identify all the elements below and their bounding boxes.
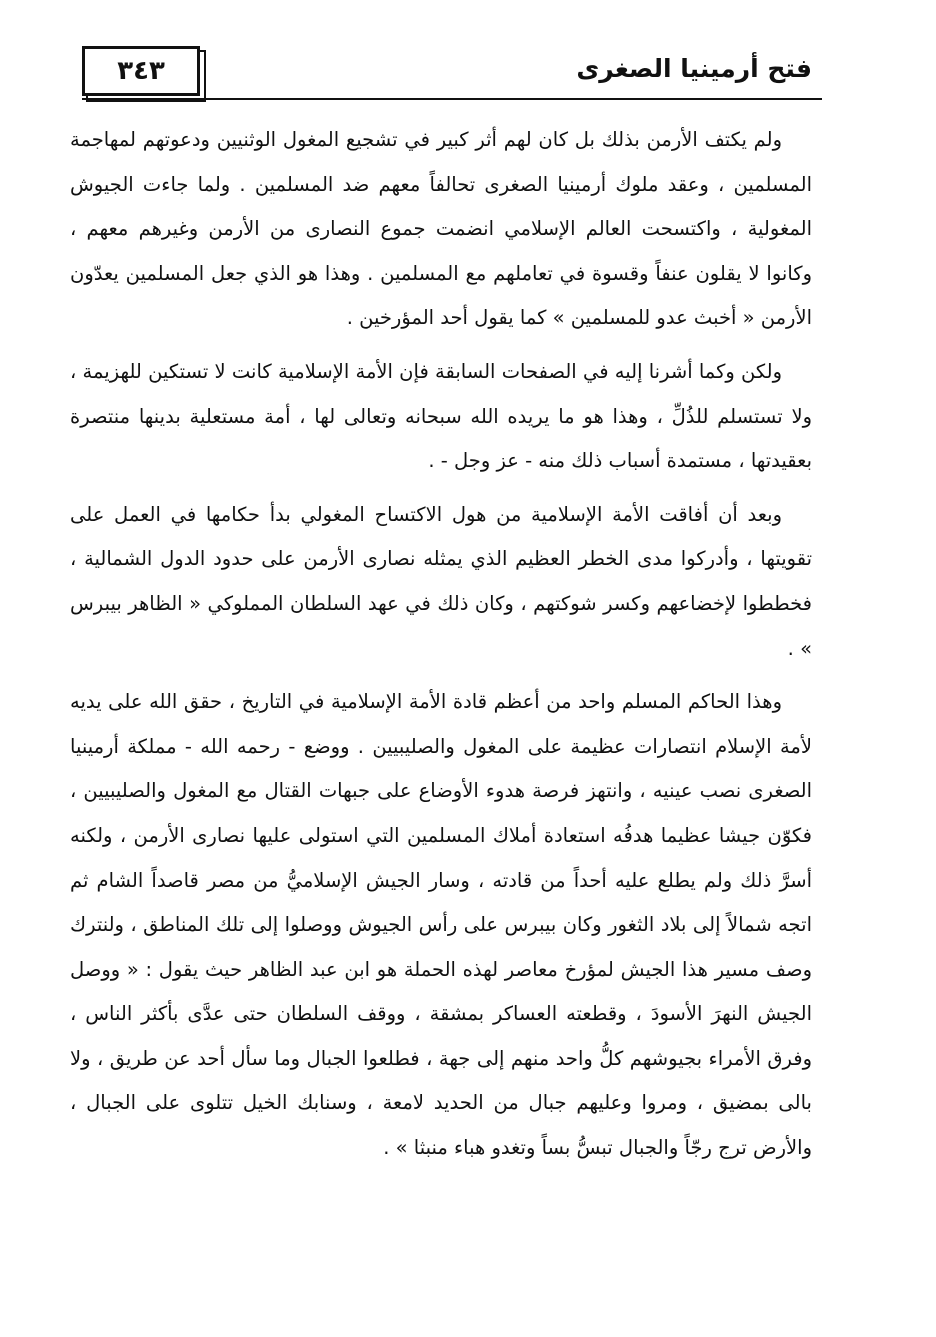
paragraph-4: وهذا الحاكم المسلم واحد من أعظم قادة الأمة الإسلامية في التاريخ ، حقق الله على يديه لأمة الإسلام انتصارات عظيمة على المغول والصليبيين . ووضع - رحمه الله - مملكة أرمينيا الصغرى نصب عينيه ، وانتهز فرصة هدوء الأوضاع على جبهات القتال مع المغول والصليبيين ، فكوّن جيشا عظيما هدفُه استعادة أملاك المسلمين التي استولى عليها نصارى الأرمن ، ولكنه أسرَّ ذلك ولم يطلع عليه أحداً من قادته ، وسار الجيش الإسلاميُّ من مصر قاصداً الشام ثم اتجه شمالاً إلى بلاد الثغور وكان بيبرس على رأس الجيوش ووصلوا إلى تلك المناطق ، ولنترك وصف مسير هذا الجيش لمؤرخ معاصر لهذه الحملة هو ابن عبد الظاهر حيث يقول : « ووصل الجيش النهرَ الأسودَ ، وقطعته العساكر بمشقة ، ووقف السلطان حتى عدَّى بأكثر الناس ، وفرق الأمراء بجيوشهم كلُّ واحد منهم إلى جهة ، فطلعوا الجبال وما سأل أحد عن طريق ، ولا بالى بمضيق ، ومروا وعليهم جبال من الحديد لامعة ، وسنابك الخيل تتلوى على الجبال ، والأرض ترج رجّاً والجبال تبسُّ بساً وتغدو هباء منبثا » . <box>70 690 812 1160</box>
paragraph-2: ولكن وكما أشرنا إليه في الصفحات السابقة فإن الأمة الإسلامية كانت لا تستكين للهزيمة ، ولا تستسلم للذُلِّ ، وهذا هو ما يريده الله سبحانه وتعالى لها ، أمة مستعلية بدينها منتصرة بعقيدتها ، مستمدة أسباب ذلك منه - عز وجل - . <box>70 359 812 473</box>
page-header <box>60 38 822 108</box>
running-title: فتح أرمينيا الصغرى <box>576 54 812 83</box>
paragraph-1: ولم يكتف الأرمن بذلك بل كان لهم أثر كبير في تشجيع المغول الوثنيين ودعوتهم لمهاجمة المسلمين ، وعقد ملوك أرمينيا الصغرى تحالفاً معهم ضد المسلمين . ولما جاءت الجيوش المغولية ، واكتسحت العالم الإسلامي انضمت جموع النصارى من الأرمن وغيرهم معهم ، وكانوا لا يقلون عنفاً وقسوة في تعاملهم مع المسلمين . وهذا هو الذي جعل المسلمين يعدّون الأرمن « أخبث عدو للمسلمين » كما يقول أحد المؤرخين . <box>70 128 812 330</box>
paragraph-3: وبعد أن أفاقت الأمة الإسلامية من هول الاكتساح المغولي بدأ حكامها في العمل على تقويتها ، وأدركوا مدى الخطر العظيم الذي يمثله نصارى الأرمن على حدود الدول الشمالية ، فخططوا لإخضاعهم وكسر شوكتهم ، وكان ذلك في عهد السلطان المملوكي « الظاهر بيبرس » . <box>70 502 812 660</box>
header-divider <box>82 98 822 100</box>
page-body <box>70 118 812 1180</box>
page-number: ٣٤٣ <box>82 46 200 96</box>
